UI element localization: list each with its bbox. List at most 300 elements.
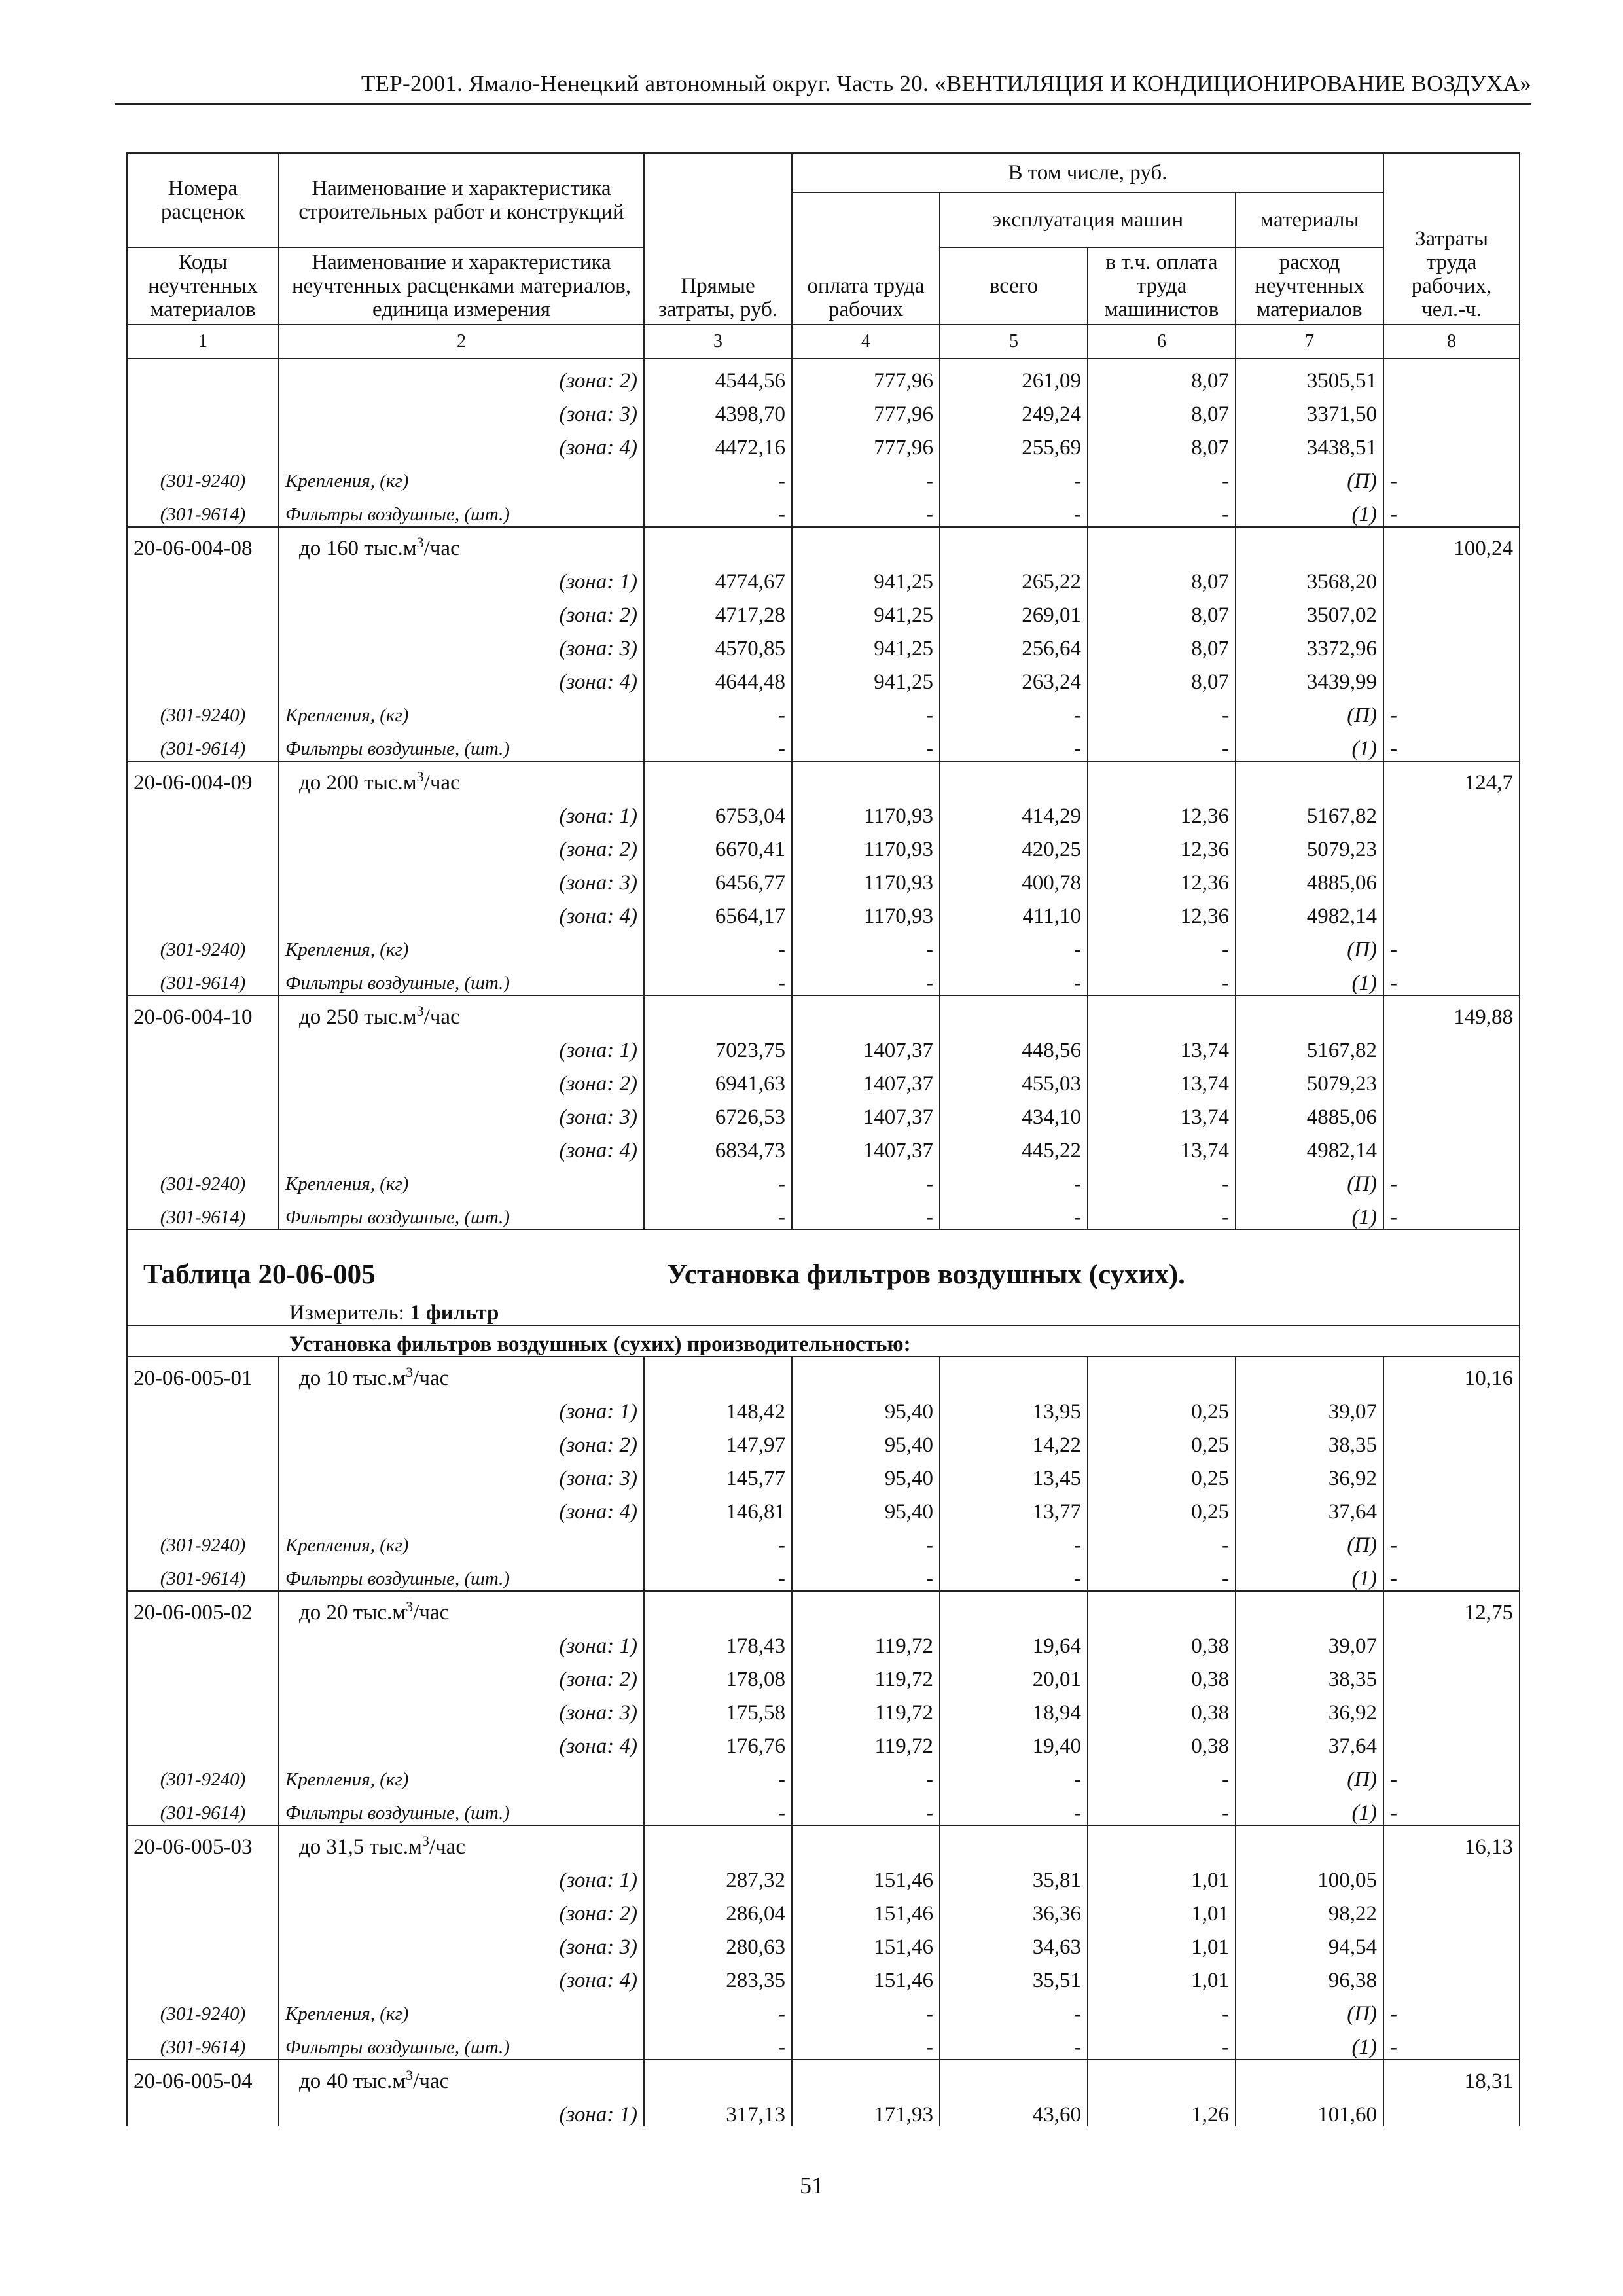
labor-pay: 1170,93 — [792, 895, 940, 928]
rate-name-text: до 10 тыс.м — [299, 1367, 406, 1390]
col-num: 4 — [792, 325, 940, 359]
labor-pay: 777,96 — [792, 359, 940, 393]
col-incl-header: В том числе, руб. — [792, 153, 1383, 192]
unit-exponent: 3 — [406, 2067, 414, 2083]
dash-cell: - — [940, 961, 1088, 996]
material-code: (301-9614) — [127, 1791, 279, 1825]
material-name: Крепления, (кг) — [279, 928, 644, 961]
direct-cost: 6753,04 — [644, 795, 792, 828]
empty-cell — [1088, 1591, 1236, 1624]
labor-hours-cell — [1383, 1096, 1520, 1129]
operators-pay: 1,01 — [1088, 1859, 1236, 1892]
zone-row — [127, 1658, 1520, 1691]
dash-cell: - — [1383, 1162, 1520, 1196]
zone-row — [127, 861, 1520, 895]
rate-code-cell — [127, 1859, 279, 1892]
rate-code-cell — [127, 1096, 279, 1129]
labor-pay: 171,93 — [792, 2093, 940, 2126]
operators-pay: 12,36 — [1088, 895, 1236, 928]
dash-cell: - — [644, 694, 792, 727]
dash-cell: - — [644, 727, 792, 761]
direct-cost: 6670,41 — [644, 828, 792, 861]
empty-cell — [644, 1591, 792, 1624]
zone-label: (зона: 1) — [279, 1029, 644, 1062]
empty-cell — [792, 761, 940, 795]
labor-pay: 119,72 — [792, 1725, 940, 1758]
empty-cell — [1236, 527, 1383, 560]
labor-pay: 119,72 — [792, 1658, 940, 1691]
col-operators-header: в т.ч. оплата труда машинистов — [1088, 247, 1236, 325]
dash-cell: - — [792, 694, 940, 727]
machines-total: 13,77 — [940, 1490, 1088, 1524]
material-row — [127, 1162, 1520, 1196]
machines-total: 36,36 — [940, 1892, 1088, 1926]
material-code: (301-9614) — [127, 493, 279, 527]
zone-row — [127, 1424, 1520, 1457]
labor-pay: 1407,37 — [792, 1096, 940, 1129]
material-name: Крепления, (кг) — [279, 694, 644, 727]
dash-cell: - — [792, 459, 940, 493]
rate-name-text: до 200 тыс.м — [299, 771, 417, 795]
dash-cell: - — [644, 1162, 792, 1196]
unit-exponent: 3 — [406, 1364, 414, 1380]
dash-cell: - — [644, 961, 792, 996]
material-name: Крепления, (кг) — [279, 459, 644, 493]
rate-code-cell — [127, 828, 279, 861]
dash-cell: - — [792, 1162, 940, 1196]
rate-code-cell — [127, 426, 279, 459]
labor-hours-cell — [1383, 1129, 1520, 1162]
dash-cell: - — [1383, 1791, 1520, 1825]
material-code: (301-9240) — [127, 1162, 279, 1196]
materials-cost: 98,22 — [1236, 1892, 1383, 1926]
labor-hours-cell — [1383, 426, 1520, 459]
zone-row — [127, 1691, 1520, 1725]
material-name: Крепления, (кг) — [279, 1162, 644, 1196]
material-name: Крепления, (кг) — [279, 1992, 644, 2026]
dash-cell: - — [940, 493, 1088, 527]
materials-cost: 39,07 — [1236, 1624, 1383, 1658]
direct-cost: 6726,53 — [644, 1096, 792, 1129]
rate-row — [127, 527, 1520, 560]
zone-row — [127, 1490, 1520, 1524]
empty-cell — [1088, 761, 1236, 795]
zone-row — [127, 426, 1520, 459]
zone-label: (зона: 1) — [279, 1624, 644, 1658]
material-name: Фильтры воздушные, (шт.) — [279, 2026, 644, 2060]
empty-cell — [644, 1357, 792, 1390]
dash-cell: - — [940, 1992, 1088, 2026]
col-labor-pay-header: оплата труда рабочих — [792, 192, 940, 325]
labor-pay: 95,40 — [792, 1490, 940, 1524]
labor-hours-cell — [1383, 1490, 1520, 1524]
dash-cell: - — [792, 1196, 940, 1230]
direct-cost: 287,32 — [644, 1859, 792, 1892]
labor-hours: 149,88 — [1383, 996, 1520, 1029]
dash-cell: - — [940, 1162, 1088, 1196]
table-title-cell — [127, 1230, 1520, 1295]
machines-total: 13,45 — [940, 1457, 1088, 1490]
materials-cost: 36,92 — [1236, 1457, 1383, 1490]
material-qty: (1) — [1236, 961, 1383, 996]
labor-hours-cell — [1383, 1424, 1520, 1457]
machines-total: 263,24 — [940, 660, 1088, 694]
operators-pay: 1,01 — [1088, 1926, 1236, 1959]
labor-hours-cell — [1383, 1959, 1520, 1992]
materials-cost: 3439,99 — [1236, 660, 1383, 694]
dash-cell: - — [1383, 2026, 1520, 2060]
rate-code: 20-06-004-08 — [127, 527, 279, 560]
operators-pay: 8,07 — [1088, 560, 1236, 594]
empty-cell — [792, 527, 940, 560]
rate-name-text: до 250 тыс.м — [299, 1005, 417, 1029]
zone-row — [127, 1029, 1520, 1062]
operators-pay: 1,26 — [1088, 2093, 1236, 2126]
rate-code-cell — [127, 1959, 279, 1992]
dash-cell: - — [1383, 928, 1520, 961]
material-name: Фильтры воздушные, (шт.) — [279, 961, 644, 996]
zone-label: (зона: 3) — [279, 1926, 644, 1959]
unit-exponent: 3 — [421, 1833, 429, 1849]
direct-cost: 283,35 — [644, 1959, 792, 1992]
material-name: Крепления, (кг) — [279, 1524, 644, 1557]
measure-cell — [127, 1295, 1520, 1325]
machines-total: 420,25 — [940, 828, 1088, 861]
operators-pay: 12,36 — [1088, 861, 1236, 895]
zone-label: (зона: 4) — [279, 1959, 644, 1992]
rate-code: 20-06-005-02 — [127, 1591, 279, 1624]
col-num: 1 — [127, 325, 279, 359]
material-qty: (П) — [1236, 1758, 1383, 1791]
zone-row — [127, 895, 1520, 928]
dash-cell: - — [940, 727, 1088, 761]
dash-cell: - — [792, 493, 940, 527]
labor-pay: 1170,93 — [792, 861, 940, 895]
col-unacc-mat-header: расход неучтенных материалов — [1236, 247, 1383, 325]
dash-cell: - — [1088, 2026, 1236, 2060]
material-row — [127, 1758, 1520, 1791]
material-qty: (П) — [1236, 694, 1383, 727]
zone-row — [127, 1959, 1520, 1992]
direct-cost: 4570,85 — [644, 627, 792, 660]
col-num: 6 — [1088, 325, 1236, 359]
empty-cell — [1236, 761, 1383, 795]
direct-cost: 4717,28 — [644, 594, 792, 627]
dash-cell: - — [1088, 1196, 1236, 1230]
operators-pay: 12,36 — [1088, 828, 1236, 861]
materials-cost: 38,35 — [1236, 1424, 1383, 1457]
direct-cost: 6834,73 — [644, 1129, 792, 1162]
rate-code-cell — [127, 1892, 279, 1926]
zone-label: (зона: 3) — [279, 393, 644, 426]
labor-hours: 100,24 — [1383, 527, 1520, 560]
dash-cell: - — [792, 1758, 940, 1791]
labor-hours: 10,16 — [1383, 1357, 1520, 1390]
labor-hours-cell — [1383, 895, 1520, 928]
material-qty: (П) — [1236, 928, 1383, 961]
dash-cell: - — [792, 1791, 940, 1825]
labor-pay: 1407,37 — [792, 1129, 940, 1162]
materials-cost: 3507,02 — [1236, 594, 1383, 627]
labor-hours-cell — [1383, 627, 1520, 660]
direct-cost: 4544,56 — [644, 359, 792, 393]
zone-row — [127, 627, 1520, 660]
empty-cell — [1088, 2060, 1236, 2093]
machines-total: 261,09 — [940, 359, 1088, 393]
rate-code-cell — [127, 895, 279, 928]
dash-cell: - — [1088, 1758, 1236, 1791]
zone-label: (зона: 4) — [279, 1490, 644, 1524]
labor-pay: 119,72 — [792, 1691, 940, 1725]
labor-hours-cell — [1383, 1624, 1520, 1658]
col-num: 7 — [1236, 325, 1383, 359]
material-qty: (1) — [1236, 1791, 1383, 1825]
zone-label: (зона: 2) — [279, 1062, 644, 1096]
material-name: Фильтры воздушные, (шт.) — [279, 493, 644, 527]
operators-pay: 8,07 — [1088, 594, 1236, 627]
material-code: (301-9240) — [127, 694, 279, 727]
material-name: Фильтры воздушные, (шт.) — [279, 727, 644, 761]
labor-hours-cell — [1383, 861, 1520, 895]
direct-cost: 4472,16 — [644, 426, 792, 459]
empty-cell — [940, 996, 1088, 1029]
material-code: (301-9614) — [127, 961, 279, 996]
materials-cost: 3371,50 — [1236, 393, 1383, 426]
zone-label: (зона: 3) — [279, 1457, 644, 1490]
dash-cell: - — [940, 1758, 1088, 1791]
rate-code-cell — [127, 861, 279, 895]
labor-pay: 941,25 — [792, 627, 940, 660]
operators-pay: 8,07 — [1088, 359, 1236, 393]
rate-row — [127, 996, 1520, 1029]
table-body — [127, 153, 1520, 2126]
machines-total: 455,03 — [940, 1062, 1088, 1096]
zone-label: (зона: 3) — [279, 1691, 644, 1725]
dash-cell: - — [1088, 1992, 1236, 2026]
direct-cost: 286,04 — [644, 1892, 792, 1926]
rate-code: 20-06-005-03 — [127, 1825, 279, 1859]
direct-cost: 317,13 — [644, 2093, 792, 2126]
dash-cell: - — [1088, 727, 1236, 761]
operators-pay: 0,38 — [1088, 1624, 1236, 1658]
machines-total: 255,69 — [940, 426, 1088, 459]
materials-cost: 3438,51 — [1236, 426, 1383, 459]
zone-row — [127, 1624, 1520, 1658]
material-row — [127, 961, 1520, 996]
zone-row — [127, 1926, 1520, 1959]
rate-code-cell — [127, 1390, 279, 1424]
labor-pay: 1407,37 — [792, 1062, 940, 1096]
labor-hours-cell — [1383, 1691, 1520, 1725]
machines-total: 35,51 — [940, 1959, 1088, 1992]
dash-cell: - — [1088, 1557, 1236, 1591]
dash-cell: - — [792, 1524, 940, 1557]
dash-cell: - — [792, 2026, 940, 2060]
direct-cost: 145,77 — [644, 1457, 792, 1490]
labor-pay: 1170,93 — [792, 795, 940, 828]
measure-value: 1 фильтр — [410, 1301, 499, 1325]
dash-cell: - — [940, 1196, 1088, 1230]
rate-unit: /час — [423, 537, 460, 560]
zone-label: (зона: 2) — [279, 828, 644, 861]
rate-unit: /час — [413, 1367, 450, 1390]
empty-cell — [644, 527, 792, 560]
materials-cost: 37,64 — [1236, 1490, 1383, 1524]
zone-label: (зона: 1) — [279, 2093, 644, 2126]
direct-cost: 280,63 — [644, 1926, 792, 1959]
material-row — [127, 727, 1520, 761]
rate-row — [127, 2060, 1520, 2093]
materials-cost: 4885,06 — [1236, 1096, 1383, 1129]
zone-label: (зона: 4) — [279, 1725, 644, 1758]
machines-total: 19,64 — [940, 1624, 1088, 1658]
machines-total: 265,22 — [940, 560, 1088, 594]
zone-label: (зона: 4) — [279, 895, 644, 928]
dash-cell: - — [644, 928, 792, 961]
materials-cost: 96,38 — [1236, 1959, 1383, 1992]
direct-cost: 148,42 — [644, 1390, 792, 1424]
rate-code-cell — [127, 1691, 279, 1725]
dash-cell: - — [1383, 1557, 1520, 1591]
labor-pay: 941,25 — [792, 560, 940, 594]
material-code: (301-9614) — [127, 1196, 279, 1230]
labor-pay: 941,25 — [792, 660, 940, 694]
rate-code: 20-06-004-09 — [127, 761, 279, 795]
rate-code-cell — [127, 795, 279, 828]
materials-cost: 4885,06 — [1236, 861, 1383, 895]
material-row — [127, 694, 1520, 727]
materials-cost: 5167,82 — [1236, 1029, 1383, 1062]
rate-name — [279, 527, 644, 560]
zone-label: (зона: 1) — [279, 1390, 644, 1424]
section-row — [127, 1325, 1520, 1357]
dash-cell: - — [644, 459, 792, 493]
rate-unit: /час — [429, 1835, 465, 1859]
operators-pay: 13,74 — [1088, 1129, 1236, 1162]
dash-cell: - — [1383, 1196, 1520, 1230]
materials-cost: 3505,51 — [1236, 359, 1383, 393]
dash-cell: - — [940, 928, 1088, 961]
material-name: Фильтры воздушные, (шт.) — [279, 1196, 644, 1230]
dash-cell: - — [1088, 961, 1236, 996]
labor-hours-cell — [1383, 359, 1520, 393]
empty-cell — [940, 2060, 1088, 2093]
rate-code-cell — [127, 1926, 279, 1959]
rate-name-text: до 160 тыс.м — [299, 537, 417, 560]
empty-cell — [644, 996, 792, 1029]
rate-code-cell — [127, 1457, 279, 1490]
operators-pay: 1,01 — [1088, 1892, 1236, 1926]
empty-cell — [1236, 2060, 1383, 2093]
zone-label: (зона: 1) — [279, 560, 644, 594]
rate-code-cell — [127, 1624, 279, 1658]
unit-exponent: 3 — [406, 1598, 414, 1615]
labor-hours: 16,13 — [1383, 1825, 1520, 1859]
dash-cell: - — [1383, 694, 1520, 727]
materials-cost: 94,54 — [1236, 1926, 1383, 1959]
rate-unit: /час — [423, 771, 460, 795]
rate-name-text: до 40 тыс.м — [299, 2070, 406, 2093]
rate-code-cell — [127, 1490, 279, 1524]
direct-cost: 4644,48 — [644, 660, 792, 694]
rate-unit: /час — [413, 1601, 450, 1624]
zone-label: (зона: 3) — [279, 627, 644, 660]
material-qty: (П) — [1236, 459, 1383, 493]
empty-cell — [940, 1357, 1088, 1390]
empty-cell — [1236, 1825, 1383, 1859]
labor-pay: 151,46 — [792, 1959, 940, 1992]
zone-label: (зона: 4) — [279, 1129, 644, 1162]
dash-cell: - — [1383, 1758, 1520, 1791]
materials-cost: 101,60 — [1236, 2093, 1383, 2126]
labor-hours-cell — [1383, 660, 1520, 694]
material-row — [127, 1791, 1520, 1825]
zone-row — [127, 1457, 1520, 1490]
zone-row — [127, 1062, 1520, 1096]
labor-pay: 151,46 — [792, 1926, 940, 1959]
material-qty: (1) — [1236, 727, 1383, 761]
labor-pay: 151,46 — [792, 1892, 940, 1926]
material-row — [127, 1992, 1520, 2026]
direct-cost: 175,58 — [644, 1691, 792, 1725]
table-caption: Установка фильтров воздушных (сухих). — [667, 1259, 1185, 1290]
labor-pay: 95,40 — [792, 1457, 940, 1490]
rate-code-cell — [127, 359, 279, 393]
rate-code-cell — [127, 1424, 279, 1457]
operators-pay: 0,25 — [1088, 1390, 1236, 1424]
machines-total: 43,60 — [940, 2093, 1088, 2126]
material-name: Крепления, (кг) — [279, 1758, 644, 1791]
machines-total: 34,63 — [940, 1926, 1088, 1959]
material-code: (301-9614) — [127, 2026, 279, 2060]
operators-pay: 12,36 — [1088, 795, 1236, 828]
machines-total: 19,40 — [940, 1725, 1088, 1758]
labor-hours-cell — [1383, 1859, 1520, 1892]
labor-hours-cell — [1383, 828, 1520, 861]
rate-code-cell — [127, 1658, 279, 1691]
direct-cost: 4774,67 — [644, 560, 792, 594]
zone-row — [127, 1096, 1520, 1129]
dash-cell: - — [644, 1758, 792, 1791]
rates-table — [126, 152, 1520, 2126]
direct-cost: 4398,70 — [644, 393, 792, 426]
material-code: (301-9240) — [127, 459, 279, 493]
empty-cell — [940, 1825, 1088, 1859]
column-number-row — [127, 325, 1520, 359]
empty-cell — [940, 1591, 1088, 1624]
material-row — [127, 493, 1520, 527]
labor-hours-cell — [1383, 1892, 1520, 1926]
page-number: 51 — [800, 2172, 823, 2198]
dash-cell: - — [644, 2026, 792, 2060]
operators-pay: 0,25 — [1088, 1490, 1236, 1524]
col-num: 3 — [644, 325, 792, 359]
materials-cost: 38,35 — [1236, 1658, 1383, 1691]
col-codes-header: Коды неучтенных материалов — [127, 247, 279, 325]
labor-hours-cell — [1383, 393, 1520, 426]
rate-code-cell — [127, 393, 279, 426]
material-qty: (1) — [1236, 1196, 1383, 1230]
machines-total: 411,10 — [940, 895, 1088, 928]
zone-row — [127, 1892, 1520, 1926]
operators-pay: 0,38 — [1088, 1658, 1236, 1691]
zone-row — [127, 1725, 1520, 1758]
zone-row — [127, 795, 1520, 828]
dash-cell: - — [792, 1992, 940, 2026]
dash-cell: - — [1088, 1791, 1236, 1825]
material-code: (301-9240) — [127, 928, 279, 961]
operators-pay: 8,07 — [1088, 660, 1236, 694]
